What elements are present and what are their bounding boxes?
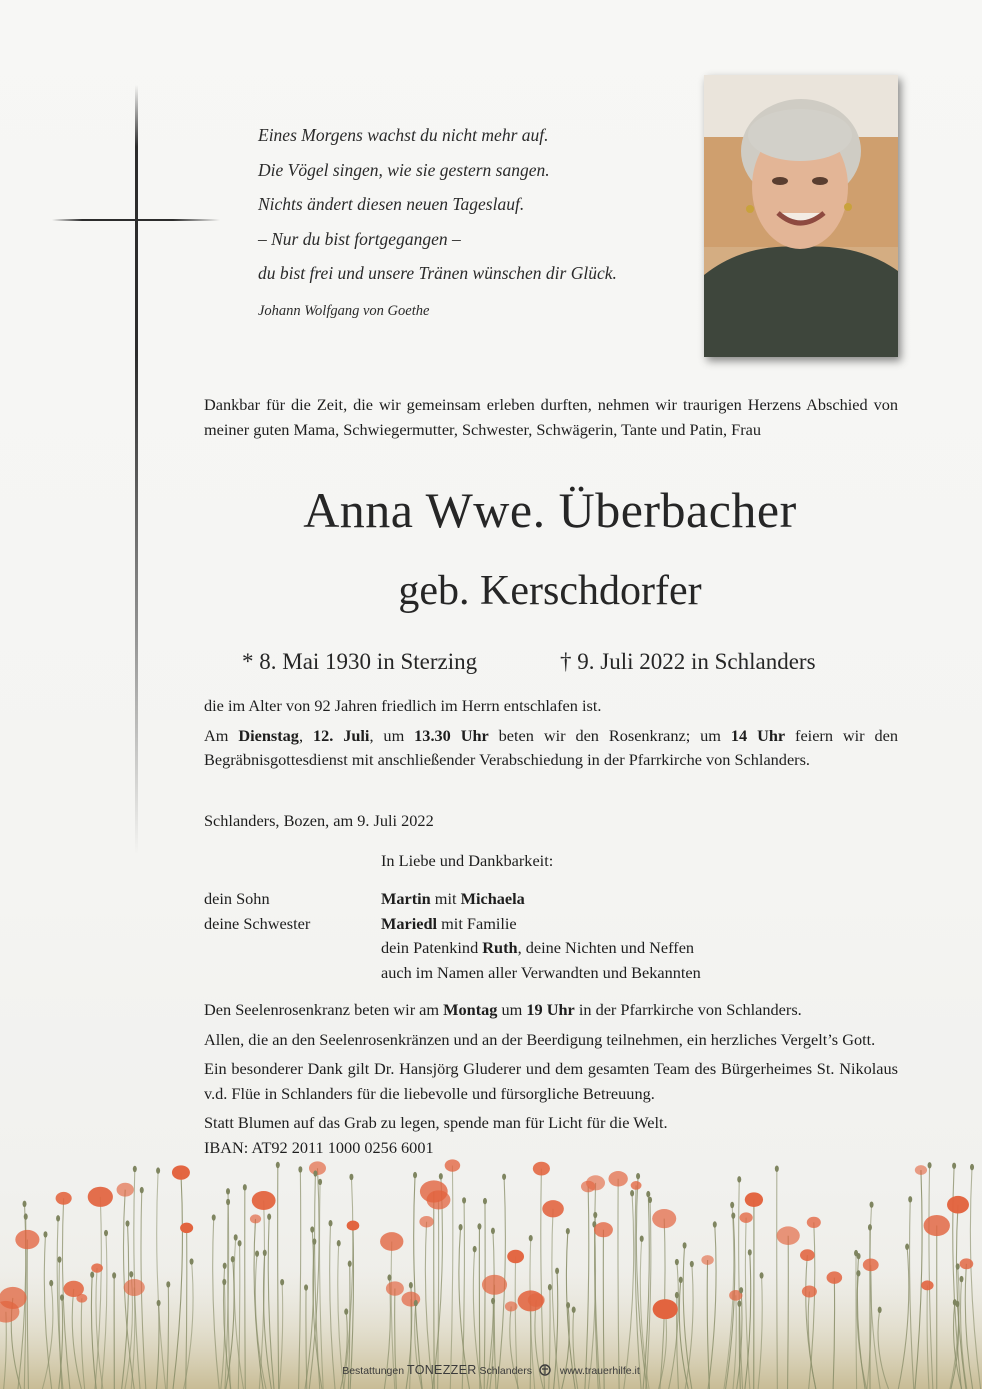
family-members: Martin mit Michaela <box>381 889 525 908</box>
poem-line: du bist frei und unsere Tränen wünschen dir Glück. <box>258 263 617 283</box>
poem-line: Eines Morgens wachst du nicht mehr auf. <box>258 125 549 145</box>
deceased-name: Anna Wwe. Überbacher <box>303 482 797 538</box>
mass-time: 14 Uhr <box>730 725 786 745</box>
poem <box>258 118 617 321</box>
service-day: Dienstag <box>238 725 299 745</box>
poppy-meadow-image <box>0 1155 982 1389</box>
iban: IBAN: AT92 2011 1000 0256 6001 <box>204 1137 434 1157</box>
family-members: dein Patenkind Ruth, deine Nichten und Neffen <box>381 938 695 957</box>
family-relation: deine Schwester <box>204 913 311 933</box>
brand-name: TONEZZER <box>407 1363 477 1377</box>
death-date: † 9. Juli 2022 in Schlanders <box>560 649 816 674</box>
family-row <box>204 887 898 912</box>
closing-notes <box>204 998 898 1160</box>
family-row <box>204 961 898 986</box>
family-members: Mariedl mit Familie <box>381 913 517 933</box>
trauerhilfe-logo-icon <box>539 1364 553 1379</box>
donation-note: Statt Blumen auf das Grab zu legen, spende man für Licht für die Welt. <box>204 1113 668 1132</box>
family-row <box>204 936 898 961</box>
birth-date: * 8. Mai 1930 in Sterzing <box>242 649 478 674</box>
service-info: Am Dienstag, 12. Juli, um 13.30 Uhr beten wir den Rosenkranz; um 14 Uhr feiern wir den Begräbnisgottesdienst mit anschließender Verabschiedung in der Pfarrkirche von Schlanders. <box>204 725 899 769</box>
cross-icon <box>135 85 138 855</box>
brand-prefix: Bestattungen <box>342 1365 405 1377</box>
funeral-home-credit <box>0 1363 982 1379</box>
rosary-note: Den Seelenrosenkranz beten wir am Montag um 19 Uhr in der Pfarrkirche von Schlanders. <box>204 1000 802 1019</box>
brand-town: Schlanders <box>479 1365 532 1377</box>
family-row <box>204 912 898 937</box>
service-date: 12. Juli <box>312 725 370 745</box>
poem-line: Nichts ändert diesen neuen Tageslauf. <box>258 194 525 214</box>
family-members: auch im Namen aller Verwandten und Bekannten <box>381 962 701 982</box>
special-thanks: Ein besonderer Dank gilt Dr. Hansjörg Gluderer und dem gesamten Team des Bürgerheimes St. Nikolaus v.d. Flüe in Schlanders für die liebevolle und fürsorgliche Betreuung. <box>204 1059 898 1103</box>
family-list <box>204 887 898 985</box>
brand-website: www.trauerhilfe.it <box>559 1365 640 1377</box>
gratitude-note: Allen, die an den Seelenrosenkränzen und an der Beerdigung teilnehmen, ein herzliches Vergelt’s Gott. <box>204 1029 876 1049</box>
maiden-name: geb. Kerschdorfer <box>398 568 702 614</box>
family-relation: dein Sohn <box>204 889 270 908</box>
poem-line: – Nur du bist fortgegangen – <box>258 228 461 249</box>
place-date: Schlanders, Bozen, am 9. Juli 2022 <box>204 811 434 830</box>
thanks-heading: In Liebe und Dankbarkeit: <box>381 851 554 870</box>
portrait-image <box>704 75 898 357</box>
rosary-time: 13.30 Uhr <box>414 725 489 745</box>
poem-author: Johann Wolfgang von Goethe <box>258 302 430 319</box>
intro-text: Dankbar für die Zeit, die wir gemeinsam erleben durften, nehmen wir traurigen Herzens Abschied von meiner guten Mama, Schwiegermutter, Schwester, Schwägerin, Tante und Patin, Frau <box>204 395 898 439</box>
poem-line: Die Vögel singen, wie sie gestern sangen. <box>258 159 550 180</box>
age-line: die im Alter von 92 Jahren friedlich im Herrn entschlafen ist. <box>204 696 602 715</box>
cross-icon-beam <box>52 219 220 221</box>
portrait-photo <box>704 75 898 357</box>
announcement-body <box>204 694 898 773</box>
